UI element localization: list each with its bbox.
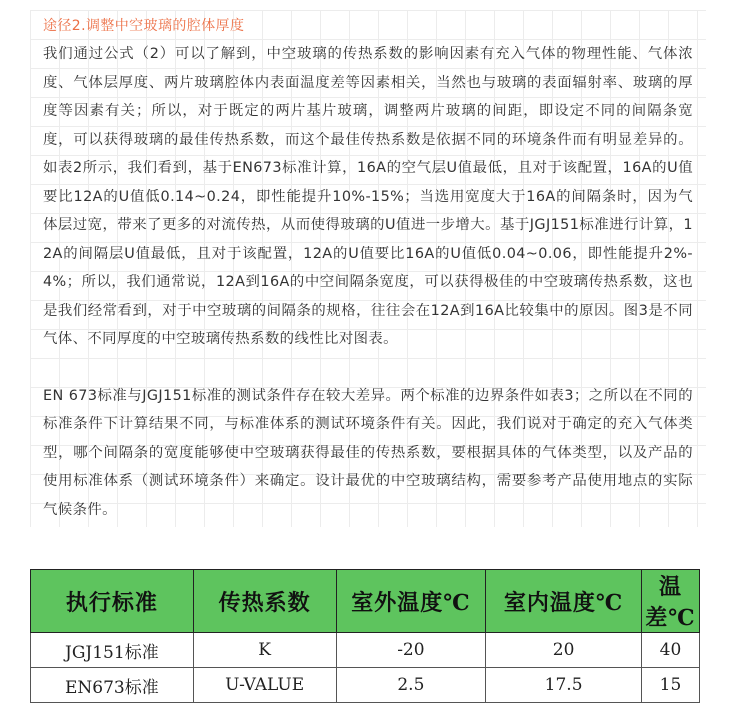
cell-outdoor-temp: 2.5 <box>336 668 486 703</box>
cell-indoor-temp: 20 <box>486 633 642 668</box>
cell-standard: JGJ151标准 <box>31 633 194 668</box>
cell-standard: EN673标准 <box>31 668 194 703</box>
header-heat-transfer: 传热系数 <box>193 570 336 633</box>
header-temp-diff: 温差℃ <box>641 570 699 633</box>
table-row <box>31 633 700 668</box>
paragraph-1: 我们通过公式（2）可以了解到，中空玻璃的传热系数的影响因素有充入气体的物理性能、气体浓度、气体层厚度、两片玻璃腔体内表面温度差等因素相关，当然也与玻璃的表面辐射率、玻璃的厚度等因素有关；所以，对于既定的两片基片玻璃，调整两片玻璃的间距，即设定不同的间隔条宽度，可以获得玻璃的最佳传热系数，而这个最佳传热系数是依据不同的环境条件而有明显差异的。如表2所示，我们看到，基于EN673标准计算，16A的空气层U值最低，且对于该配置，16A的U值要比12A的U值低0.14~0.24，即性能提升10%-15%；当选用宽度大于16A的间隔条时，因为气体层过宽，带来了更多的对流传热，从而使得玻璃的U值进一步增大。基于JGJ151标准进行计算，12A的间隔层U值最低，且对于该配置，12A的U值要比16A的U值低0.04~0.06，即性能提升2%-4%；所以，我们通常说，12A到16A的中空间隔条宽度，可以获得极佳的中空玻璃传热系数，这也是我们经常看到，对于中空玻璃的间隔条的规格，往往会在12A到16A比较集中的原因。图3是不同气体、不同厚度的中空玻璃传热系数的线性比对图表。 <box>43 46 693 347</box>
table-header-row <box>31 570 700 633</box>
cell-indoor-temp: 17.5 <box>486 668 642 703</box>
cell-heat-transfer: K <box>193 633 336 668</box>
paragraph-2: EN 673标准与JGJ151标准的测试条件存在较大差异。两个标准的边界条件如表3；之所以在不同的标准条件下计算结果不同，与标准体系的测试环境条件有关。因此，我们说对于确定的充入气体类型，哪个间隔条的宽度能够使中空玻璃获得最佳的传热系数，要根据具体的气体类型，以及产品的使用标准体系（测试环境条件）来确定。设计最优的中空玻璃结构，需要参考产品使用地点的实际气候条件。 <box>43 387 693 518</box>
header-indoor-temp: 室内温度℃ <box>486 570 642 633</box>
section-heading: 途径2.调整中空玻璃的腔体厚度 <box>43 18 245 34</box>
cell-temp-diff: 40 <box>641 633 699 668</box>
header-standard: 执行标准 <box>31 570 194 633</box>
cell-heat-transfer: U-VALUE <box>193 668 336 703</box>
header-outdoor-temp: 室外温度℃ <box>336 570 486 633</box>
cell-outdoor-temp: -20 <box>336 633 486 668</box>
cell-temp-diff: 15 <box>641 668 699 703</box>
table-row <box>31 668 700 703</box>
article-body <box>43 10 693 524</box>
standards-comparison-table <box>30 569 700 703</box>
